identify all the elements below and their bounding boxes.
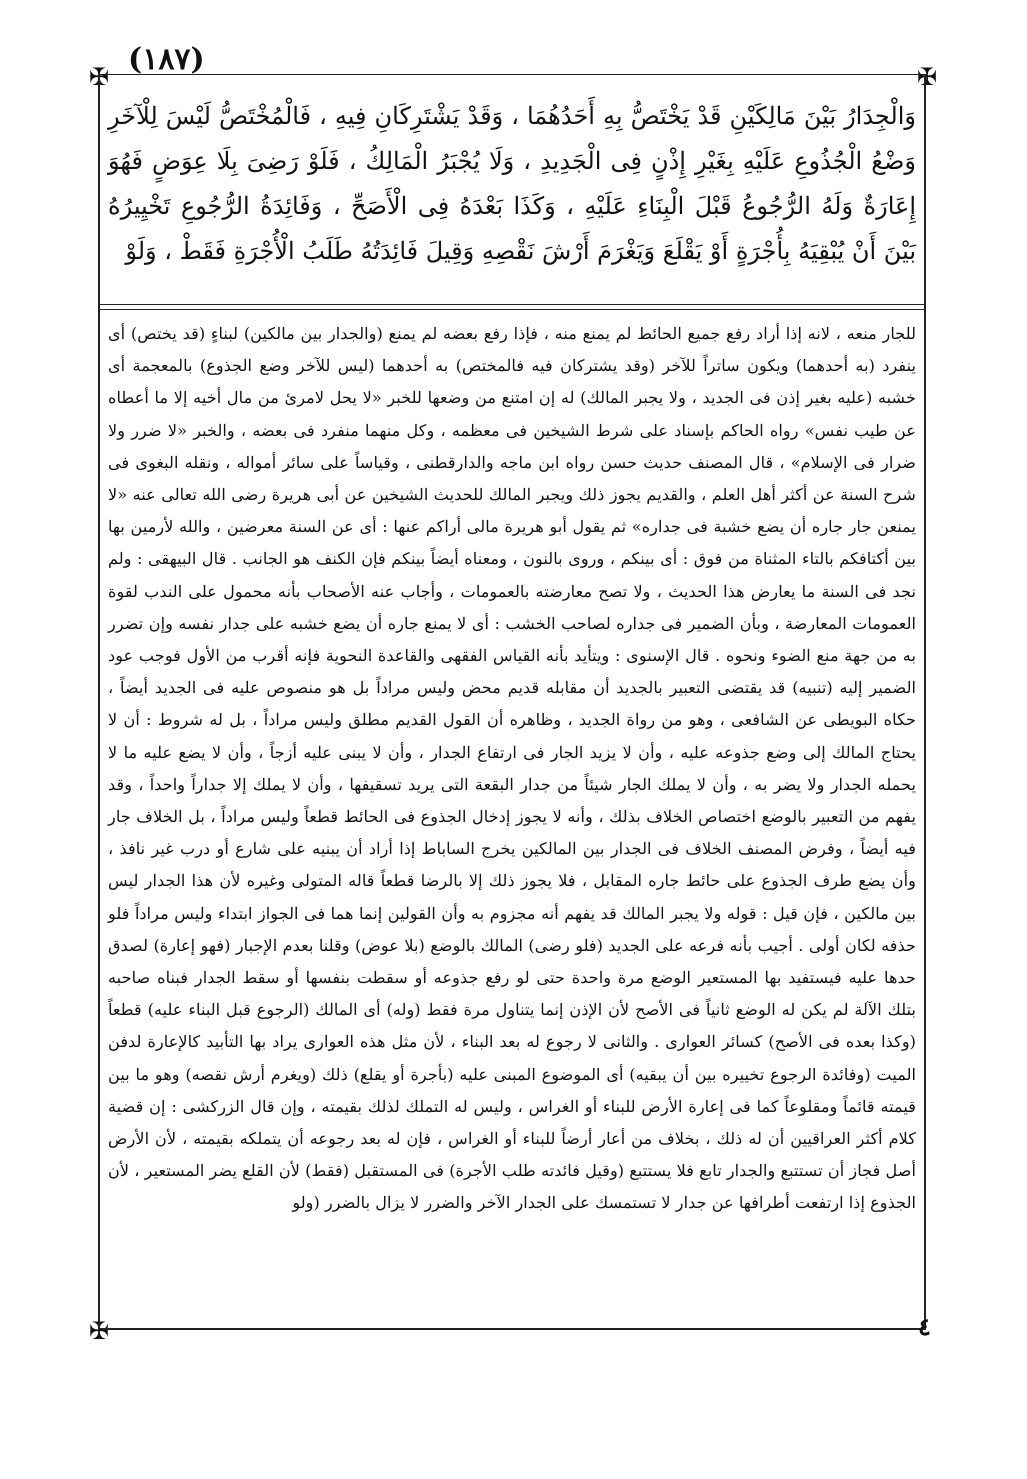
commentary-text xyxy=(108,318,916,1220)
corner-ornament-bottom-left: ✠ xyxy=(88,1317,110,1345)
main-text xyxy=(108,94,916,274)
corner-ornament-top-left: ✠ xyxy=(88,63,110,91)
separator-line-bottom xyxy=(98,309,926,310)
corner-mark: ٤ xyxy=(918,1312,931,1341)
commentary-paragraph: للجار منعه ، لانه إذا أراد رفع جميع الحائط لم يمنع منه ، فإذا رفع بعضه لم يمنع (والجدار بين مالكين) لبناءٍ (قد يختص) أى ينفرد (به أحدهما) ويكون ساتراً للآخر (وقد يشتركان فيه فالمختص) به أحدهما (ليس للآخر وضع الجذوع) بالمعجمة أى خشبه (عليه بغير إذن فى الجديد ، ولا يجبر المالك) له إن امتنع من وضعها للخبر «لا يحل لامرئ من مال أخيه إلا ما أعطاه عن طيب نفس» رواه الحاكم بإسناد على شرط الشيخين فى معظمه ، وكل منهما منفرد فى بعضه ، والخبر «لا ضرر ولا ضرار فى الإسلام» ، قال المصنف حديث حسن رواه ابن ماجه والدارقطنى ، وقياساً على سائر أمواله ، ونقله البغوى فى شرح السنة عن أكثر أهل العلم ، والقديم يجوز ذلك ويجبر المالك للحديث الشيخين عن أبى هريرة رضى الله تعالى عنه «لا يمنعن جار جاره أن يضع خشبة فى جداره» ثم يقول أبو هريرة مالى أراكم عنها : أى عن السنة معرضين ، والله لأرمين بها بين أكتافكم بالتاء المثناة من فوق : أى بينكم ، وروى بالنون ، ومعناه أيضاً بينكم فإن الكنف هو الجانب . قال البيهقى : ولم نجد فى السنة ما يعارض هذا الحديث ، ولا تصح معارضته بالعمومات ، وأجاب عنه الأصحاب بأنه محمول على الندب لقوة العمومات المعارضة ، وبأن الضمير فى جداره لصاحب الخشب : أى لا يمنع جاره أن يضع خشبه على جدار نفسه وإن تضرر به من جهة منع الضوء ونحوه . قال الإسنوى : ويتأيد بأنه القياس الفقهى والقاعدة النحوية فإنه أقرب من الأول فوجب عود الضمير إليه (تنبيه) قد يقتضى التعبير بالجديد أن مقابله قديم محض وليس مراداً بل هو منصوص عليه فى الجديد أيضاً ، حكاه البويطى عن الشافعى ، وهو من رواة الجديد ، وظاهره أن القول القديم مطلق وليس مراداً ، بل له شروط : أن لا يحتاج المالك إلى وضع جذوعه عليه ، وأن لا يزيد الجار فى ارتفاع الجدار ، وأن لا يبنى عليه أزجاً ، وأن لا يضع عليه ما لا يحمله الجدار ولا يضر به ، وأن لا يملك الجار شيئاً من جدار البقعة التى يريد تسقيفها ، وأن لا يملك إلا جداراً واحداً ، وقد يفهم من التعبير بالوضع اختصاص الخلاف بذلك ، وأنه لا يجوز إدخال الجذوع فى الحائط قطعاً وليس مراداً ، بل الخلاف جار فيه أيضاً ، وفرض المصنف الخلاف فى الجدار بين المالكين يخرج الساباط إذا أراد أن يبنيه على شارع أو درب غير نافذ ، وأن يضع طرف الجذوع على حائط جاره المقابل ، فلا يجوز ذلك إلا بالرضا قطعاً قاله المتولى وغيره لأن هذا الجدار ليس بين مالكين ، فإن قيل : قوله ولا يجبر المالك قد يفهم أنه مجزوم به وأن القولين إنما هما فى الجواز ابتداء وليس مراداً فلو حذفه لكان أولى . أجيب بأنه فرعه على الجديد (فلو رضى) المالك بالوضع (بلا عوض) وقلنا بعدم الإجبار (فهو إعارة) لصدق حدها عليه فيستفيد بها المستعير الوضع مرة واحدة حتى لو رفع جذوعه أو سقطت بنفسها أو سقط الجدار فبناه صاحبه بتلك الآلة لم يكن له الوضع ثانياً فى الأصح لأن الإذن إنما يتناول مرة فقط (وله) أى المالك (الرجوع قبل البناء عليه) قطعاً (وكذا بعده فى الأصح) كسائر العوارى . والثانى لا رجوع له بعد البناء ، لأن مثل هذه العوارى يراد بها التأبيد كالإعارة لدفن الميت (وفائدة الرجوع تخييره بين أن يبقيه) أى الموضوع المبنى عليه (بأجرة أو يقلع) ذلك (ويغرم أرش نقصه) وهو ما بين قيمته قائماً ومقلوعاً كما فى إعارة الأرض للبناء أو الغراس ، وليس له التملك لذلك بقيمته ، وإن قال الزركشى : إن قضية كلام أكثر العراقيين أن له ذلك ، بخلاف من أعار أرضاً للبناء أو الغراس ، فإن له بعد رجوعه أن يتملكه بقيمته ، لأن الأرض أصل فجاز أن تستتبع والجدار تابع فلا يستتبع (وقيل فائدته طلب الأجرة) فى المستقبل (فقط) لأن القلع يضر المستعير ، لأن الجذوع إذا ارتفعت أطرافها عن جدار لا تستمسك على الجدار الآخر والضرر لا يزال بالضرر (ولو xyxy=(108,324,916,1213)
main-text-paragraph: وَالْجِدَارُ بَيْنَ مَالِكَيْنِ قَدْ يَخْتَصُّ بِهِ أَحَدُهُمَا ، وَقَدْ يَشْتَرِكَانِ فِيهِ ، فَالْمُخْتَصُّ لَيْسَ لِلْآخَرِ وَضْعُ الْجُذُوعِ عَلَيْهِ بِغَيْرِ إِذْنٍ فِى الْجَدِيدِ ، وَلَا يُجْبَرُ الْمَالِكُ ، فَلَوْ رَضِىَ بِلَا عِوَضٍ فَهُوَ إِعَارَةٌ وَلَهُ الرُّجُوعُ قَبْلَ الْبِنَاءِ عَلَيْهِ ، وَكَذَا بَعْدَهُ فِى الْأَصَحِّ ، وَفَائِدَةُ الرُّجُوعِ تَخْيِيرُهُ بَيْنَ أَنْ يُبْقِيَهُ بِأُجْرَةٍ أَوْ يَقْلَعَ وَيَغْرَمَ أَرْشَ نَقْصِهِ وَقِيلَ فَائِدَتُهُ طَلَبُ الْأُجْرَةِ فَقَطْ ، وَلَوْ xyxy=(108,102,916,265)
corner-ornament-top-right: ✠ xyxy=(916,63,938,91)
page-number: (١٨٧) xyxy=(128,42,205,77)
separator-line-top xyxy=(98,304,926,305)
